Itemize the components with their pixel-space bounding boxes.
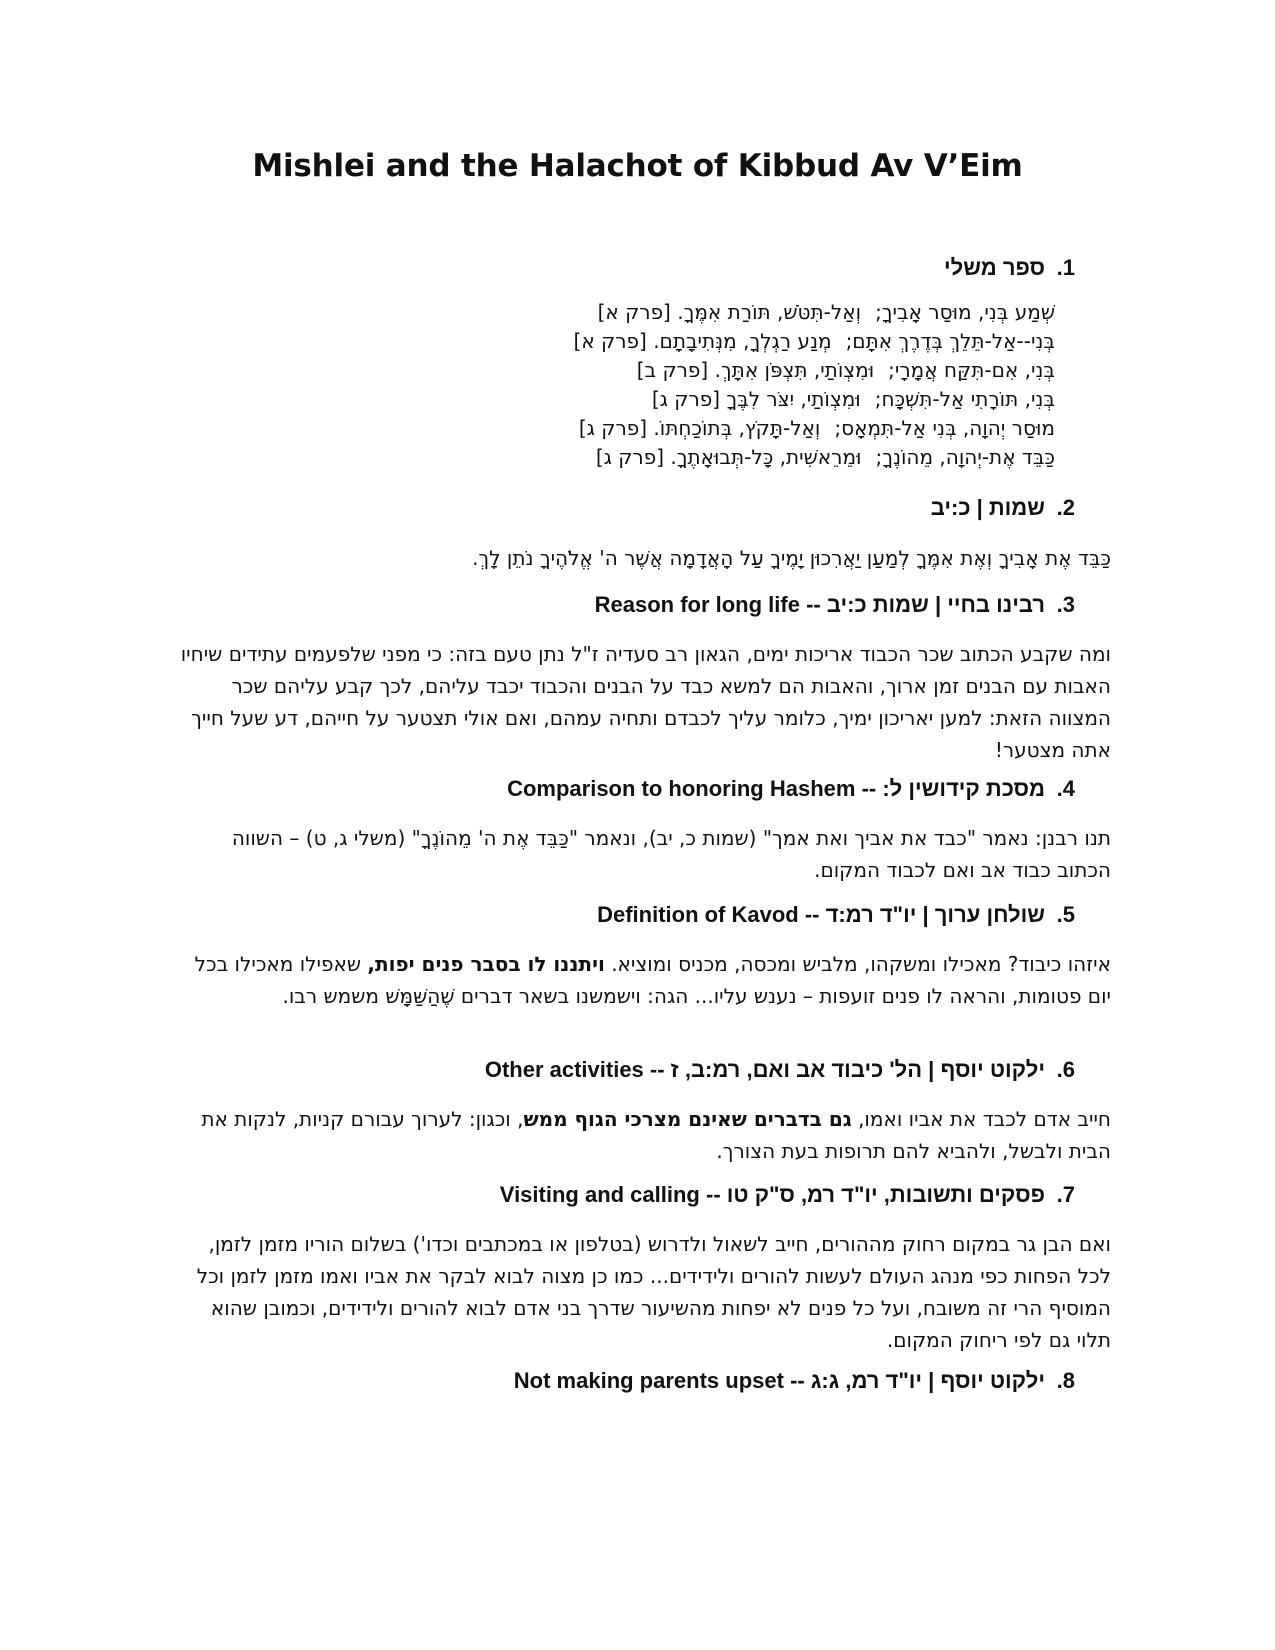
- verse-line: [574, 443, 1055, 472]
- section-title-english: Definition of Kavod: [597, 902, 799, 927]
- section-6-text-start: חייב אדם לכבד את אביו ואמו,: [851, 1107, 1111, 1131]
- verse-line: [574, 414, 1055, 443]
- section-title-hebrew: שולחן ערוך | יו"ד רמ:ד --: [804, 902, 1045, 927]
- section-2-text: כַּבֵּד אֶת אָבִיךָ וְאֶת אִמֶּךָ לְמַעַן יַאֲרִכוּן יָמֶיךָ עַל הָאֲדָמָה אֲשֶׁר ה' אֱלֹהֶיךָ נֹתֵן לָךְ.: [472, 546, 1111, 570]
- verse-second-half: מְנַע רַגְלְךָ, מִנְּתִיבָתָם. [פרק א]: [573, 329, 832, 353]
- section-number: 1.: [1056, 255, 1075, 280]
- verse-first-half: בְּנִי--אַל-תֵּלֵךְ בְּדֶרֶךְ אִתָּם;: [845, 329, 1055, 353]
- section-6-text: [161, 1103, 1111, 1167]
- page-title: Mishlei and the Halachot of Kibbud Av V’Eim: [252, 148, 1023, 184]
- section-number: 3.: [1056, 592, 1075, 617]
- verse-first-half: מוּסַר יְהוָה, בְּנִי אַל-תִּמְאָס;: [834, 416, 1055, 440]
- section-5-text-start: איזהו כיבוד? מאכילו ומשקהו, מלביש ומכסה, מכניס ומוציא.: [604, 952, 1111, 976]
- section-number: 5.: [1056, 902, 1075, 927]
- section-title-hebrew: מסכת קידושין ל: --: [861, 776, 1045, 801]
- mishlei-verses: [574, 298, 1055, 472]
- section-heading-4: [507, 776, 1075, 802]
- verse-second-half: וּמִצְוֹתַי, יִצֹּר לִבֶּךָ [פרק ג]: [651, 387, 861, 411]
- section-heading-5: [597, 902, 1075, 928]
- verse-first-half: שְׁמַע בְּנִי, מוּסַר אָבִיךָ;: [875, 300, 1055, 324]
- section-number: 2.: [1056, 495, 1075, 520]
- verse-second-half: וּמִצְוֹתַי, תִּצְפֹּן אִתָּךְ. [פרק ב]: [636, 358, 875, 382]
- verse-line: [574, 327, 1055, 356]
- section-number: 7.: [1056, 1182, 1075, 1207]
- section-3-text: ומה שקבע הכתוב שכר הכבוד אריכות ימים, הגאון רב סעדיה ז"ל נתן טעם בזה: כי מפני שלפעמים עתידים שיחיו האבות עם הבנים זמן ארוך, והאבות הם למשא כבד על הבנים והכבוד יכבד עליהם, לכך קבע עליהם שכר המצווה הזאת: למען יאריכון ימיך, כלומר עליך לכבדם ותחיה עמהם, ואם אולי תצטער על חייהם, דע שעל חייך אתה מצטער!: [180, 642, 1111, 762]
- section-title-hebrew: ספר משלי: [944, 255, 1045, 280]
- section-title-hebrew: ילקוט יוסף | יו"ד רמ, ג:ג --: [790, 1368, 1045, 1393]
- section-6-text-end: , וכגון: לערוך עבורם קניות, לנקות את הבית ולבשל, ולהביא להם תרופות בעת הצורך.: [201, 1107, 1111, 1163]
- section-4-text: תנו רבנן: נאמר "כבד את אביך ואת אמך" (שמות כ, יב), ונאמר "כַּבֵּד אֶת ה' מֵהוֹנֶךָ" (משלי ג, ט) – השווה הכתוב כבוד אב ואם לכבוד המקום.: [231, 826, 1111, 882]
- verse-second-half: וּמֵרֵאשִׁית, כָּל-תְּבוּאָתֶךָ. [פרק ג]: [595, 445, 862, 469]
- section-title-hebrew: רבינו בחיי | שמות כ:יב --: [806, 592, 1045, 617]
- verse-first-half: כַּבֵּד אֶת-יְהוָה, מֵהוֹנֶךָ;: [875, 445, 1055, 469]
- section-6-text-bold: גם בדברים שאינם מצרכי הגוף ממש: [523, 1107, 852, 1131]
- section-title-hebrew: שמות | כ:יב: [930, 495, 1045, 520]
- verse-line: [574, 356, 1055, 385]
- section-title-english: Visiting and calling: [499, 1182, 700, 1207]
- section-title-hebrew: פסקים ותשובות, יו"ד רמ, ס"ק טו --: [706, 1182, 1045, 1207]
- section-heading-7: [500, 1182, 1075, 1208]
- verse-line: [574, 298, 1055, 327]
- verse-first-half: בְּנִי, תּוֹרָתִי אַל-תִּשְׁכָּח;: [874, 387, 1055, 411]
- section-title-english: Other activities: [484, 1057, 644, 1082]
- section-7-text: ואם הבן גר במקום רחוק מההורים, חייב לשאול ולדרוש (בטלפון או במכתבים וכדו') בשלום הוריו מזמן לזמן, לכל הפחות כפי מנהג העולם לעשות להורים ולידידים... כמו כן מצוה לבוא לבקר את אביו ואמו מזמן לזמן וכל המוסיף הרי זה משובח, ועל כל פנים לא יפחות מהשיעור שדרך בני אדם לבוא להורים ולידידים, וכמובן שהוא תלוי גם לפי ריחוק המקום.: [196, 1232, 1111, 1352]
- verse-second-half: וְאַל-תָּקֹץ, בְּתוֹכַחְתּוֹ. [פרק ג]: [578, 416, 821, 440]
- section-5-text: [175, 948, 1111, 1012]
- section-number: 8.: [1056, 1368, 1075, 1393]
- section-heading-1: [944, 255, 1075, 281]
- section-5-text-end: שאפילו מאכילו בכל יום פטומות, והראה לו פנים זועפות – נענש עליו... הגה: וישמשנו בשאר דברים שֶׁהַשַּׁמָּשׁ משמש רבו.: [194, 952, 1111, 1008]
- section-number: 6.: [1056, 1057, 1075, 1082]
- section-heading-2: [931, 495, 1075, 521]
- section-title-english: Comparison to honoring Hashem: [507, 776, 856, 801]
- verse-first-half: בְּנִי, אִם-תִּקַּח אֲמָרָי;: [888, 358, 1055, 382]
- verse-second-half: וְאַל-תִּטֹּשׁ, תּוֹרַת אִמֶּךָ. [פרק א]: [597, 300, 862, 324]
- section-5-text-bold: ויתננו לו בסבר פנים יפות,: [367, 952, 605, 976]
- section-number: 4.: [1056, 776, 1075, 801]
- verse-line: [574, 385, 1055, 414]
- section-title-english: Reason for long life: [594, 592, 800, 617]
- section-heading-3: [595, 592, 1075, 618]
- section-heading-6: [485, 1057, 1075, 1083]
- section-title-english: Not making parents upset: [513, 1368, 784, 1393]
- section-title-hebrew: ילקוט יוסף | הל' כיבוד אב ואם, רמ:ב, ז --: [649, 1057, 1045, 1082]
- section-heading-8: [514, 1368, 1075, 1394]
